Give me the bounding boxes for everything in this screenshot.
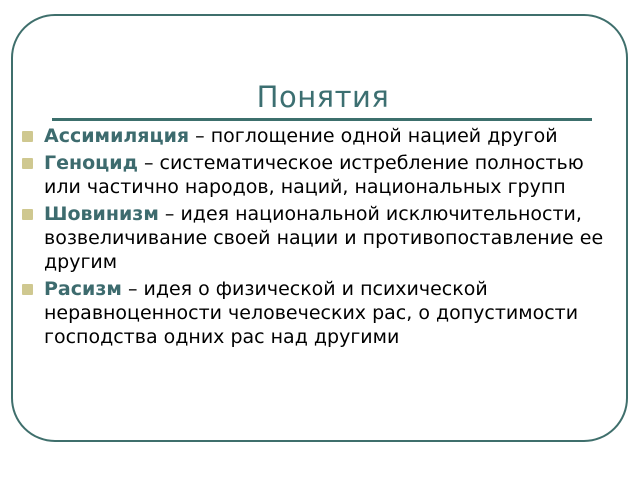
slide-title: Понятия [256, 80, 390, 114]
term-label: Геноцид [44, 152, 138, 174]
bullet-icon [22, 158, 33, 169]
list-item-assimilation [22, 124, 622, 148]
bullet-icon [22, 209, 33, 220]
definition-text: – идея национальной исключительности, возвеличивание своей нации и противопоставление ее другим [44, 203, 604, 273]
bullet-icon [22, 284, 33, 295]
list-item-racism [22, 277, 622, 349]
term-label: Расизм [44, 278, 122, 300]
list-item-chauvinism [22, 202, 622, 274]
definition-text: – систематическое истребление полностью или частично народов, наций, национальных групп [44, 152, 584, 198]
term-label: Шовинизм [44, 203, 159, 225]
definition-text: – идея о физической и психической неравноценности человеческих рас, о допустимости господства одних рас над другими [44, 278, 579, 348]
definition-text: – поглощение одной нацией другой [189, 125, 558, 147]
list-item-genocide [22, 151, 622, 199]
bullet-icon [22, 131, 33, 142]
definition-list [22, 124, 622, 352]
title-underline [52, 118, 592, 121]
term-label: Ассимиляция [44, 125, 190, 147]
